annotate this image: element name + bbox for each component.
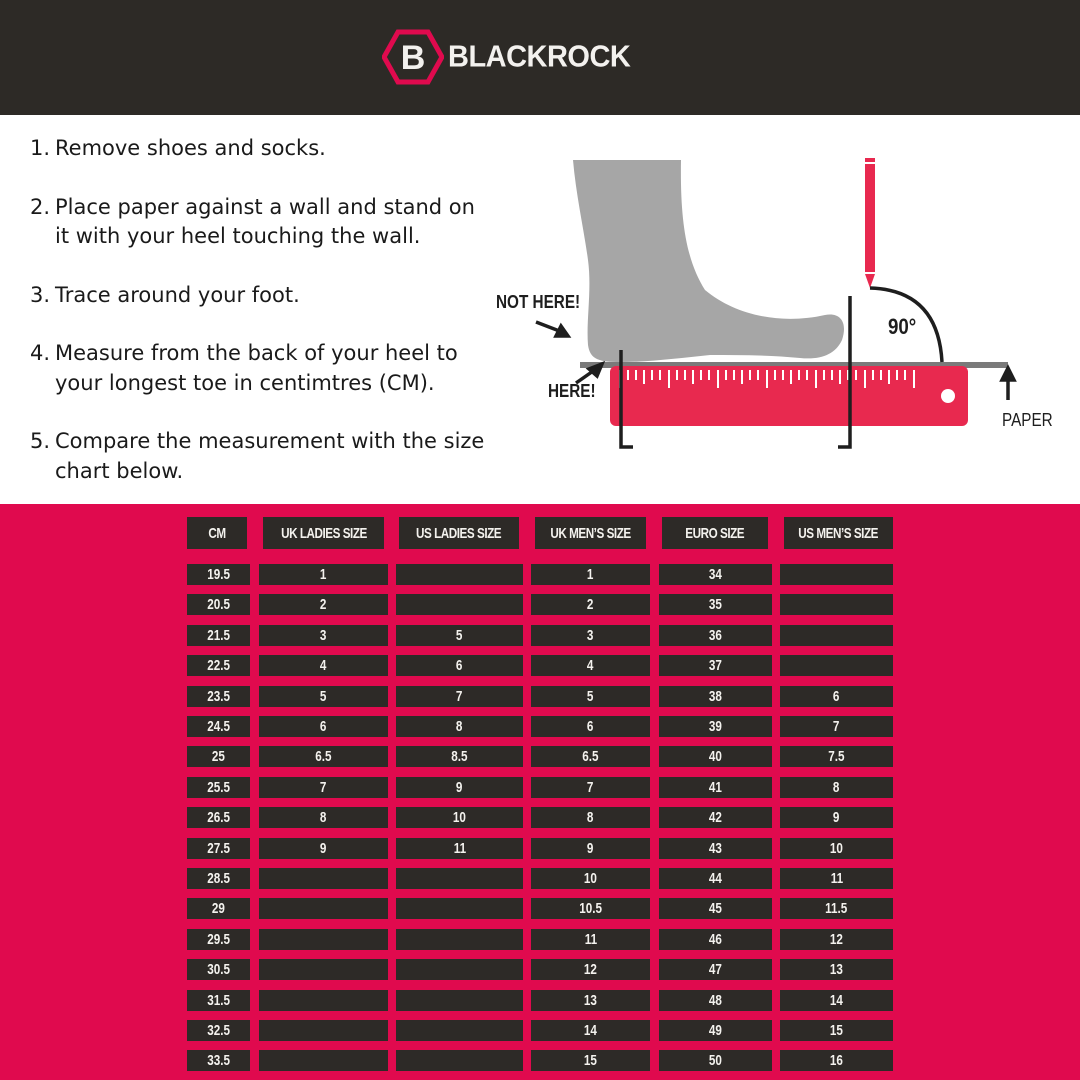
header-bar bbox=[0, 0, 1080, 115]
size-cell-us-mens bbox=[780, 564, 893, 585]
size-value: 38 bbox=[708, 687, 723, 705]
size-cell-euro bbox=[659, 686, 772, 707]
not-here-arrow-icon bbox=[536, 322, 568, 336]
size-cell-uk-ladies bbox=[259, 868, 388, 889]
size-value: 7.5 bbox=[828, 748, 845, 766]
step-text: Measure from the back of your heel to your longest toe in centimtres (CM). bbox=[55, 341, 458, 395]
size-cell-us-ladies bbox=[396, 1020, 523, 1041]
brand-name: BLACKROCK bbox=[448, 39, 631, 74]
size-cell-uk-ladies bbox=[259, 655, 388, 676]
hexagon-logo-icon bbox=[382, 29, 444, 85]
size-value: 25.5 bbox=[207, 778, 230, 796]
size-cell-cm bbox=[187, 777, 250, 798]
size-value: 8 bbox=[833, 778, 840, 796]
size-value: 14 bbox=[583, 1022, 598, 1039]
size-value: 32.5 bbox=[207, 1022, 230, 1039]
size-cell-cm bbox=[187, 716, 250, 737]
step-text: Compare the measurement with the size chart below. bbox=[55, 429, 485, 483]
size-cell-us-mens bbox=[780, 625, 893, 646]
size-cell-cm bbox=[187, 686, 250, 707]
size-cell-cm bbox=[187, 625, 250, 646]
size-value: 11 bbox=[453, 839, 466, 857]
size-cell-uk-ladies bbox=[259, 929, 388, 950]
size-value: 15 bbox=[829, 1022, 844, 1039]
size-cell-uk-ladies bbox=[259, 1050, 388, 1071]
size-cell-us-ladies bbox=[396, 777, 523, 798]
size-value: 4 bbox=[587, 657, 594, 675]
size-value: 7 bbox=[456, 687, 463, 705]
size-value: 8.5 bbox=[451, 748, 468, 766]
size-value: 6.5 bbox=[582, 748, 599, 766]
size-value: 10.5 bbox=[579, 900, 602, 918]
size-cell-uk-ladies bbox=[259, 625, 388, 646]
instruction-step bbox=[30, 193, 490, 252]
size-value: 36 bbox=[708, 626, 723, 644]
size-value: 29 bbox=[211, 900, 226, 918]
size-cell-cm bbox=[187, 564, 250, 585]
size-cell-us-mens bbox=[780, 929, 893, 950]
instruction-step bbox=[30, 281, 490, 311]
size-value: 21.5 bbox=[207, 626, 230, 644]
instruction-step bbox=[30, 134, 490, 164]
size-value: 4 bbox=[320, 657, 327, 675]
size-cell-cm bbox=[187, 959, 250, 980]
foot-measuring-diagram bbox=[480, 140, 1060, 470]
size-cell-uk-mens bbox=[531, 898, 650, 919]
size-value: 1 bbox=[320, 566, 327, 583]
step-text: Trace around your foot. bbox=[55, 282, 300, 307]
size-cell-euro bbox=[659, 594, 772, 615]
size-value: 6 bbox=[456, 657, 463, 675]
size-cell-euro bbox=[659, 564, 772, 585]
ruler-hole bbox=[941, 389, 955, 403]
size-cell-euro bbox=[659, 655, 772, 676]
brand-logo bbox=[382, 29, 630, 85]
size-value: 11 bbox=[584, 930, 597, 948]
size-value: 2 bbox=[320, 596, 327, 614]
size-value: 45 bbox=[708, 900, 723, 918]
size-cell-us-mens bbox=[780, 594, 893, 615]
size-cell-us-ladies bbox=[396, 807, 523, 828]
size-cell-us-mens bbox=[780, 1050, 893, 1071]
size-cell-us-ladies bbox=[396, 686, 523, 707]
size-cell-cm bbox=[187, 838, 250, 859]
size-cell-uk-ladies bbox=[259, 1020, 388, 1041]
size-cell-uk-ladies bbox=[259, 838, 388, 859]
size-value: 12 bbox=[583, 961, 598, 979]
size-cell-euro bbox=[659, 838, 772, 859]
column-header-uk-mens bbox=[535, 517, 646, 549]
size-cell-uk-mens bbox=[531, 564, 650, 585]
foot-silhouette-icon bbox=[573, 160, 844, 362]
size-cell-us-mens bbox=[780, 777, 893, 798]
size-value: 34 bbox=[708, 566, 723, 583]
size-cell-us-ladies bbox=[396, 868, 523, 889]
size-cell-cm bbox=[187, 1050, 250, 1071]
size-cell-uk-mens bbox=[531, 1050, 650, 1071]
size-value: 8 bbox=[587, 809, 594, 827]
size-cell-euro bbox=[659, 990, 772, 1011]
size-cell-cm bbox=[187, 990, 250, 1011]
size-cell-us-ladies bbox=[396, 898, 523, 919]
size-value: 5 bbox=[320, 687, 327, 705]
size-cell-us-mens bbox=[780, 716, 893, 737]
size-value: 8 bbox=[320, 809, 327, 827]
angle-label: 90° bbox=[888, 314, 917, 339]
size-value: 7 bbox=[833, 718, 840, 735]
size-value: 26.5 bbox=[207, 809, 230, 827]
size-cell-uk-mens bbox=[531, 746, 650, 767]
size-value: 10 bbox=[452, 809, 467, 827]
size-cell-us-ladies bbox=[396, 716, 523, 737]
size-cell-uk-ladies bbox=[259, 777, 388, 798]
size-cell-uk-ladies bbox=[259, 746, 388, 767]
size-cell-uk-mens bbox=[531, 686, 650, 707]
size-cell-euro bbox=[659, 1050, 772, 1071]
size-value: 11.5 bbox=[825, 900, 848, 918]
size-value: 24.5 bbox=[207, 718, 230, 735]
size-value: 48 bbox=[708, 991, 723, 1009]
size-cell-uk-mens bbox=[531, 990, 650, 1011]
step-text: Remove shoes and socks. bbox=[55, 136, 326, 160]
size-cell-cm bbox=[187, 807, 250, 828]
size-cell-us-ladies bbox=[396, 929, 523, 950]
column-header-us-mens bbox=[784, 517, 893, 549]
size-cell-uk-ladies bbox=[259, 807, 388, 828]
size-cell-uk-mens bbox=[531, 777, 650, 798]
size-value: 46 bbox=[708, 930, 723, 948]
svg-text:B: B bbox=[400, 39, 426, 77]
measuring-instructions bbox=[30, 134, 490, 515]
size-cell-us-mens bbox=[780, 807, 893, 828]
size-value: 3 bbox=[587, 626, 594, 644]
step-text: Place paper against a wall and stand on it with your heel touching the wall. bbox=[55, 194, 475, 248]
size-cell-euro bbox=[659, 746, 772, 767]
size-value: 37 bbox=[708, 657, 723, 675]
size-cell-euro bbox=[659, 929, 772, 950]
size-cell-cm bbox=[187, 898, 250, 919]
size-cell-us-ladies bbox=[396, 655, 523, 676]
size-value: 10 bbox=[829, 839, 844, 857]
size-value: 19.5 bbox=[207, 566, 230, 583]
size-cell-uk-ladies bbox=[259, 990, 388, 1011]
size-cell-euro bbox=[659, 898, 772, 919]
size-value: 14 bbox=[829, 991, 844, 1009]
size-cell-uk-ladies bbox=[259, 594, 388, 615]
column-header-us-ladies bbox=[399, 517, 519, 549]
here-label: HERE! bbox=[548, 381, 596, 401]
size-value: 13 bbox=[583, 991, 598, 1009]
size-value: 5 bbox=[587, 687, 594, 705]
size-value: 9 bbox=[833, 809, 840, 827]
size-value: 20.5 bbox=[207, 596, 230, 614]
size-cell-us-mens bbox=[780, 1020, 893, 1041]
size-cell-uk-mens bbox=[531, 929, 650, 950]
size-value: 22.5 bbox=[207, 657, 230, 675]
not-here-label: NOT HERE! bbox=[496, 292, 581, 312]
size-value: 9 bbox=[456, 778, 463, 796]
size-cell-uk-mens bbox=[531, 959, 650, 980]
column-header-label: CM bbox=[208, 524, 226, 542]
size-cell-cm bbox=[187, 1020, 250, 1041]
size-cell-uk-mens bbox=[531, 1020, 650, 1041]
size-cell-us-mens bbox=[780, 990, 893, 1011]
size-cell-uk-ladies bbox=[259, 564, 388, 585]
size-cell-euro bbox=[659, 716, 772, 737]
column-header-label: US LADIES SIZE bbox=[416, 524, 502, 542]
size-value: 12 bbox=[829, 930, 844, 948]
size-cell-us-ladies bbox=[396, 959, 523, 980]
size-value: 25 bbox=[211, 748, 226, 766]
column-header-label: UK MEN’S SIZE bbox=[550, 524, 631, 542]
size-cell-uk-ladies bbox=[259, 898, 388, 919]
size-value: 7 bbox=[587, 778, 594, 796]
column-header-uk-ladies bbox=[263, 517, 384, 549]
step-number: 3. bbox=[30, 282, 51, 307]
size-cell-uk-mens bbox=[531, 594, 650, 615]
size-cell-cm bbox=[187, 655, 250, 676]
size-cell-cm bbox=[187, 929, 250, 950]
size-value: 42 bbox=[708, 809, 723, 827]
size-cell-euro bbox=[659, 625, 772, 646]
size-value: 1 bbox=[587, 566, 594, 583]
size-value: 43 bbox=[708, 839, 723, 857]
size-value: 6 bbox=[833, 687, 840, 705]
size-cell-us-mens bbox=[780, 959, 893, 980]
size-cell-us-ladies bbox=[396, 746, 523, 767]
step-number: 1. bbox=[30, 136, 51, 160]
size-cell-cm bbox=[187, 868, 250, 889]
size-cell-us-mens bbox=[780, 868, 893, 889]
size-cell-us-ladies bbox=[396, 564, 523, 585]
size-value: 13 bbox=[829, 961, 844, 979]
size-value: 9 bbox=[320, 839, 327, 857]
size-cell-uk-mens bbox=[531, 868, 650, 889]
column-header-label: UK LADIES SIZE bbox=[280, 524, 367, 542]
size-value: 7 bbox=[320, 778, 327, 796]
paper-arrow-icon bbox=[1002, 368, 1014, 400]
size-cell-uk-mens bbox=[531, 838, 650, 859]
size-value: 41 bbox=[708, 778, 723, 796]
size-value: 30.5 bbox=[207, 961, 230, 979]
size-cell-us-mens bbox=[780, 655, 893, 676]
step-number: 4. bbox=[30, 341, 51, 365]
size-cell-euro bbox=[659, 1020, 772, 1041]
size-value: 31.5 bbox=[207, 991, 230, 1009]
size-cell-cm bbox=[187, 746, 250, 767]
size-cell-uk-mens bbox=[531, 625, 650, 646]
column-header-label: US MEN’S SIZE bbox=[798, 524, 879, 542]
size-cell-us-ladies bbox=[396, 625, 523, 646]
size-cell-euro bbox=[659, 777, 772, 798]
size-cell-euro bbox=[659, 868, 772, 889]
size-value: 40 bbox=[708, 748, 723, 766]
size-value: 6.5 bbox=[315, 748, 332, 766]
size-value: 11 bbox=[830, 870, 843, 887]
size-value: 9 bbox=[587, 839, 594, 857]
size-value: 23.5 bbox=[207, 687, 230, 705]
size-cell-us-mens bbox=[780, 746, 893, 767]
size-cell-us-mens bbox=[780, 686, 893, 707]
size-value: 49 bbox=[708, 1022, 723, 1039]
size-value: 27.5 bbox=[207, 839, 230, 857]
size-cell-us-ladies bbox=[396, 990, 523, 1011]
column-header-label: EURO SIZE bbox=[685, 524, 745, 542]
size-value: 33.5 bbox=[207, 1052, 230, 1070]
size-cell-us-mens bbox=[780, 838, 893, 859]
size-value: 29.5 bbox=[207, 930, 230, 948]
size-value: 44 bbox=[708, 870, 723, 887]
size-value: 35 bbox=[708, 596, 723, 614]
size-value: 16 bbox=[829, 1052, 844, 1070]
size-value: 28.5 bbox=[207, 870, 230, 887]
size-cell-uk-mens bbox=[531, 807, 650, 828]
size-cell-uk-mens bbox=[531, 716, 650, 737]
size-cell-uk-mens bbox=[531, 655, 650, 676]
size-value: 6 bbox=[587, 718, 594, 735]
column-header-cm bbox=[187, 517, 247, 549]
size-value: 10 bbox=[583, 870, 598, 887]
size-cell-uk-ladies bbox=[259, 959, 388, 980]
size-value: 39 bbox=[708, 718, 723, 735]
step-number: 5. bbox=[30, 429, 51, 453]
size-value: 50 bbox=[708, 1052, 723, 1070]
size-cell-uk-ladies bbox=[259, 686, 388, 707]
size-cell-us-ladies bbox=[396, 1050, 523, 1071]
size-cell-uk-ladies bbox=[259, 716, 388, 737]
size-value: 5 bbox=[456, 626, 463, 644]
size-cell-cm bbox=[187, 594, 250, 615]
size-value: 15 bbox=[583, 1052, 598, 1070]
size-cell-us-mens bbox=[780, 898, 893, 919]
size-cell-us-ladies bbox=[396, 594, 523, 615]
size-value: 47 bbox=[708, 961, 723, 979]
size-value: 3 bbox=[320, 626, 327, 644]
paper-label: PAPER bbox=[1002, 410, 1053, 430]
size-cell-euro bbox=[659, 959, 772, 980]
size-value: 8 bbox=[456, 718, 463, 735]
size-cell-us-ladies bbox=[396, 838, 523, 859]
instruction-step bbox=[30, 339, 490, 398]
size-value: 6 bbox=[320, 718, 327, 735]
step-number: 2. bbox=[30, 194, 51, 219]
size-value: 2 bbox=[587, 596, 594, 614]
column-header-euro bbox=[662, 517, 768, 549]
size-cell-euro bbox=[659, 807, 772, 828]
instruction-step bbox=[30, 427, 490, 486]
pencil-icon bbox=[865, 158, 875, 288]
